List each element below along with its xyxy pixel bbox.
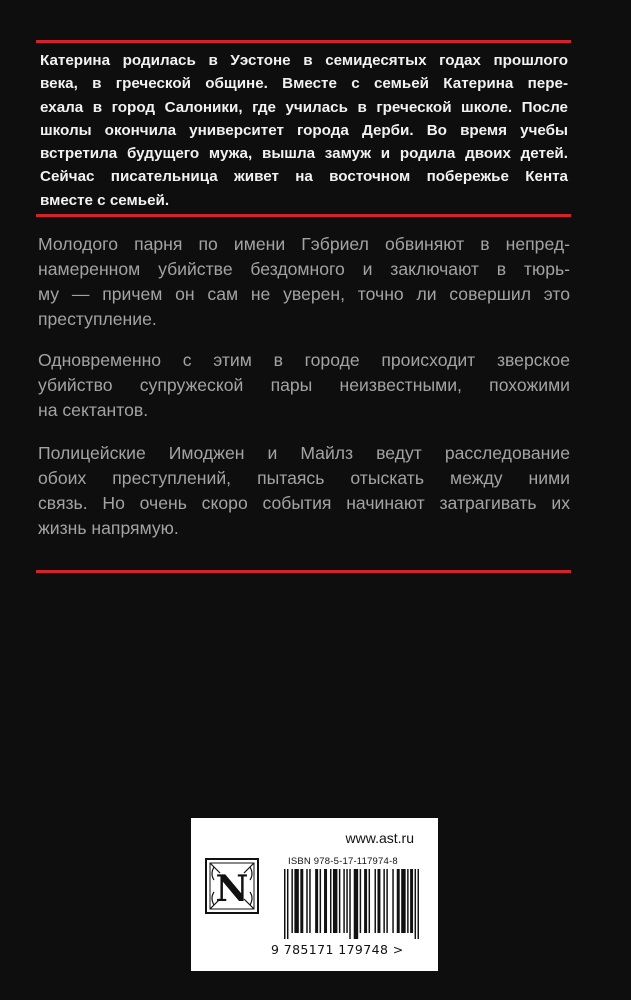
description-line: намеренном убийстве бездомного и заключают в тюрь- [38, 259, 570, 279]
description-paragraph-3 [38, 441, 570, 541]
description-line: му — причем он сам не уверен, точно ли совершил это [38, 284, 570, 304]
description-paragraph-1 [38, 232, 570, 332]
bio-line: века, в греческой общине. Вместе с семьей Катерина пере- [40, 75, 568, 93]
bio-line: Сейчас писательница живет на восточном побережье Кента [40, 168, 568, 186]
description-line: преступление. [38, 309, 157, 329]
description-line: Молодого парня по имени Гэбриел обвиняют в непред- [38, 234, 570, 254]
description-line: Полицейские Имоджен и Майлз ведут расследование [38, 443, 570, 463]
isbn-number: ISBN 978-5-17-117974-8 [288, 856, 398, 867]
description-line: связь. Но очень скоро события начинают затрагивать их [38, 493, 570, 513]
bottom-divider [36, 570, 571, 573]
bio-line: встретила будущего мужа, вышла замуж и родила двоих детей. [40, 145, 568, 163]
publisher-website: www.ast.ru [345, 830, 414, 846]
imprint-box [191, 818, 438, 971]
middle-divider [36, 214, 571, 217]
description-paragraph-2 [38, 348, 570, 423]
barcode-icon [284, 869, 419, 939]
publisher-logo-icon [205, 858, 259, 914]
description-line: убийство супружеской пары неизвестными, похожими [38, 375, 570, 395]
description-line: жизнь напрямую. [38, 518, 179, 538]
barcode-number: 9 785171 179748 > [271, 942, 404, 957]
bio-line: вместе с семьей. [40, 191, 170, 209]
bio-line: ехала в город Салоники, где училась в греческой школе. После [40, 98, 568, 116]
top-divider [36, 40, 571, 43]
description-line: обоих преступлений, пытаясь отыскать между ними [38, 468, 570, 488]
bio-line: школы окончила университет города Дерби. Во время учебы [40, 121, 568, 139]
bio-line: Катерина родилась в Уэстоне в семидесятых годах прошлого [40, 52, 568, 69]
svg-text:N: N [215, 868, 249, 910]
author-bio [40, 49, 568, 212]
description-line: Одновременно с этим в городе происходит зверское [38, 350, 570, 370]
description-line: на сектантов. [38, 400, 149, 420]
